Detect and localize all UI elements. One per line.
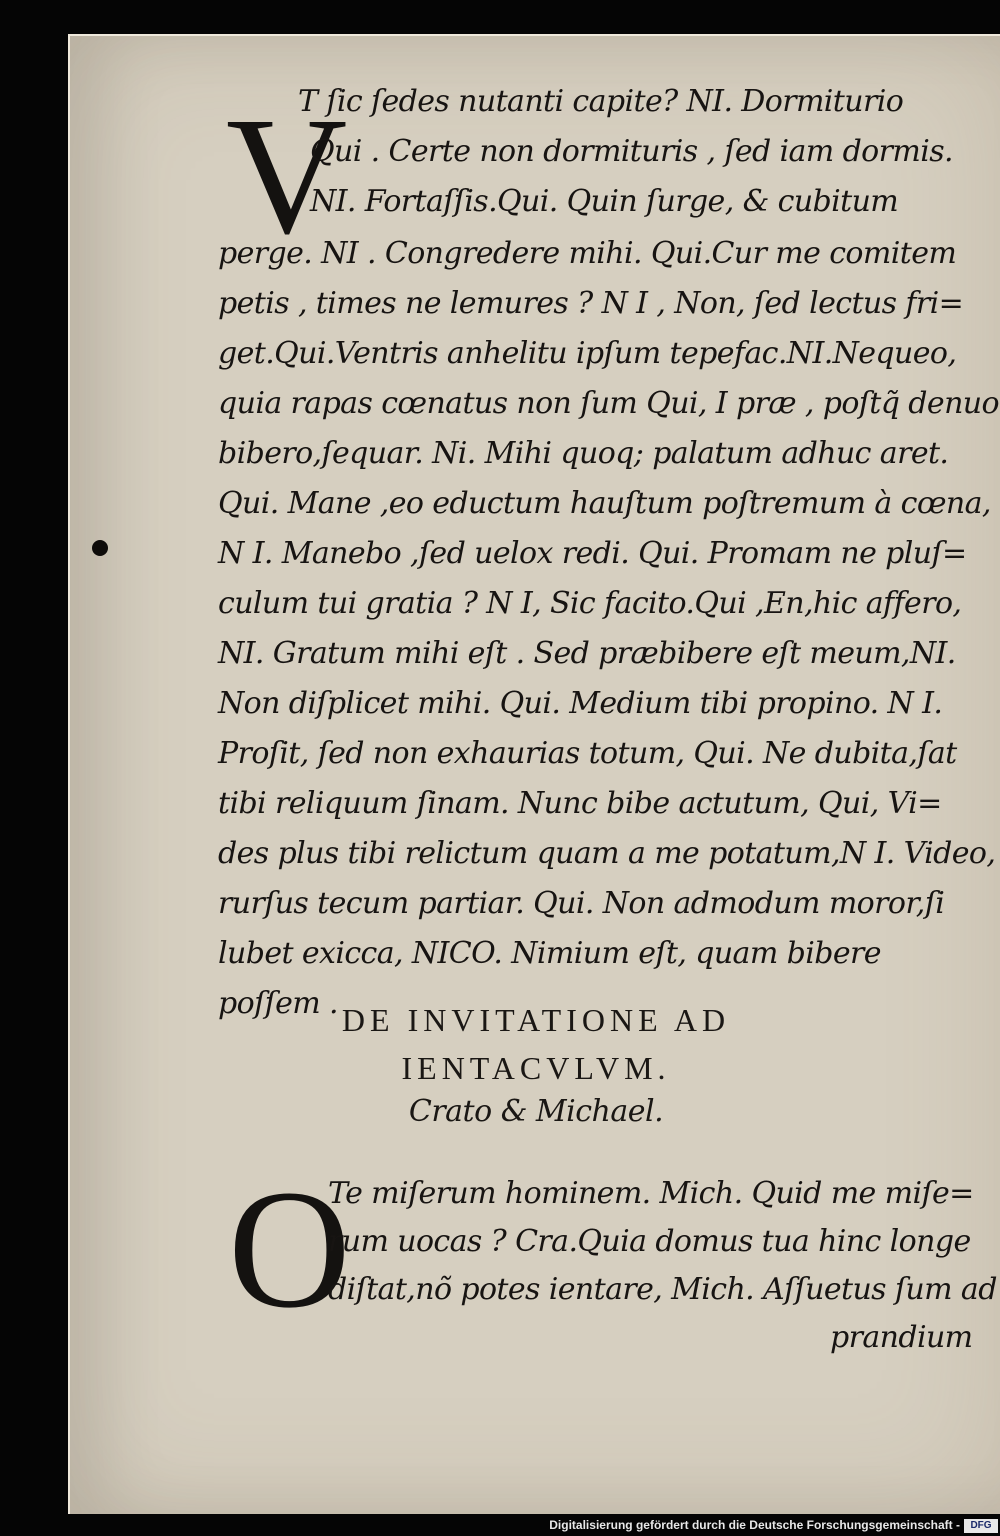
text-line: tibi reliquum ſinam. Nunc bibe actutum, Qui, Vi= <box>218 786 942 821</box>
text-line: des plus tibi relictum quam a me potatum,N I. Video, <box>218 836 996 871</box>
text-line: quia rapas cœnatus non ſum Qui, I præ , poſtq̃ denuo <box>218 386 999 421</box>
drop-cap-o: O <box>228 1155 351 1343</box>
text-line: culum tui gratia ? N I, Sic facito.Qui ,En,hic affero, <box>218 586 962 621</box>
text-line: bibero,ſequar. Ni. Mihi quoq; palatum adhuc aret. <box>218 436 949 471</box>
text-line: Non diſplicet mihi. Qui. Medium tibi propino. N I. <box>218 686 943 721</box>
digitization-credit: Digitalisierung gefördert durch die Deutsche Forschungsgemeinschaft - <box>549 1518 960 1532</box>
text-line: NI. Gratum mihi eſt . Sed præbibere eſt meum,NI. <box>218 636 956 671</box>
text-line: perge. NI . Congredere mihi. Qui.Cur me comitem <box>218 236 957 271</box>
text-line: NI. Fortaſſis.Qui. Quin ſurge, & cubitum <box>310 184 899 219</box>
text-line: Proſit, ſed non exhaurias totum, Qui. Ne dubita,ſat <box>218 736 957 771</box>
text-line: get.Qui.Ventris anhelitu ipſum tepefac.NI.Nequeo, <box>218 336 957 371</box>
text-line: Qui . Certe non dormituris , ſed iam dormis. <box>310 134 953 169</box>
text-line: Qui. Mane ,eo eductum hauſtum poſtremum à cœna, <box>218 486 991 521</box>
drop-cap-v: V <box>226 83 348 269</box>
section-heading-speakers: Crato & Michael. <box>408 1094 664 1129</box>
text-line: rum uocas ? Cra.Quia domus tua hinc longe <box>328 1224 971 1259</box>
dfg-logo: DFG <box>964 1519 998 1533</box>
text-line: T ſic ſedes nutanti capite? NI. Dormiturio <box>298 84 904 119</box>
text-line: lubet exicca, NICO. Nimium eſt, quam bibere <box>218 936 881 971</box>
book-page <box>68 34 1000 1514</box>
text-line: poſſem . <box>218 986 338 1021</box>
text-line: N I. Manebo ,ſed uelox redi. Qui. Promam ne pluſ= <box>218 536 967 571</box>
text-line: diſtat,nõ potes ientare, Mich. Aſſuetus ſum ad <box>328 1272 997 1307</box>
catchword: prandium <box>830 1320 973 1355</box>
section-heading-line-2: IENTACVLVM. <box>401 1050 671 1086</box>
section-heading-line-1: DE INVITATIONE AD <box>341 1002 731 1038</box>
text-line: rurſus tecum partiar. Qui. Non admodum moror,ſi <box>218 886 945 921</box>
text-line: petis , times ne lemures ? N I , Non, ſed lectus fri= <box>218 286 964 321</box>
text-line: Te miſerum hominem. Mich. Quid me miſe= <box>328 1176 974 1211</box>
ink-dot-mark <box>92 540 108 556</box>
